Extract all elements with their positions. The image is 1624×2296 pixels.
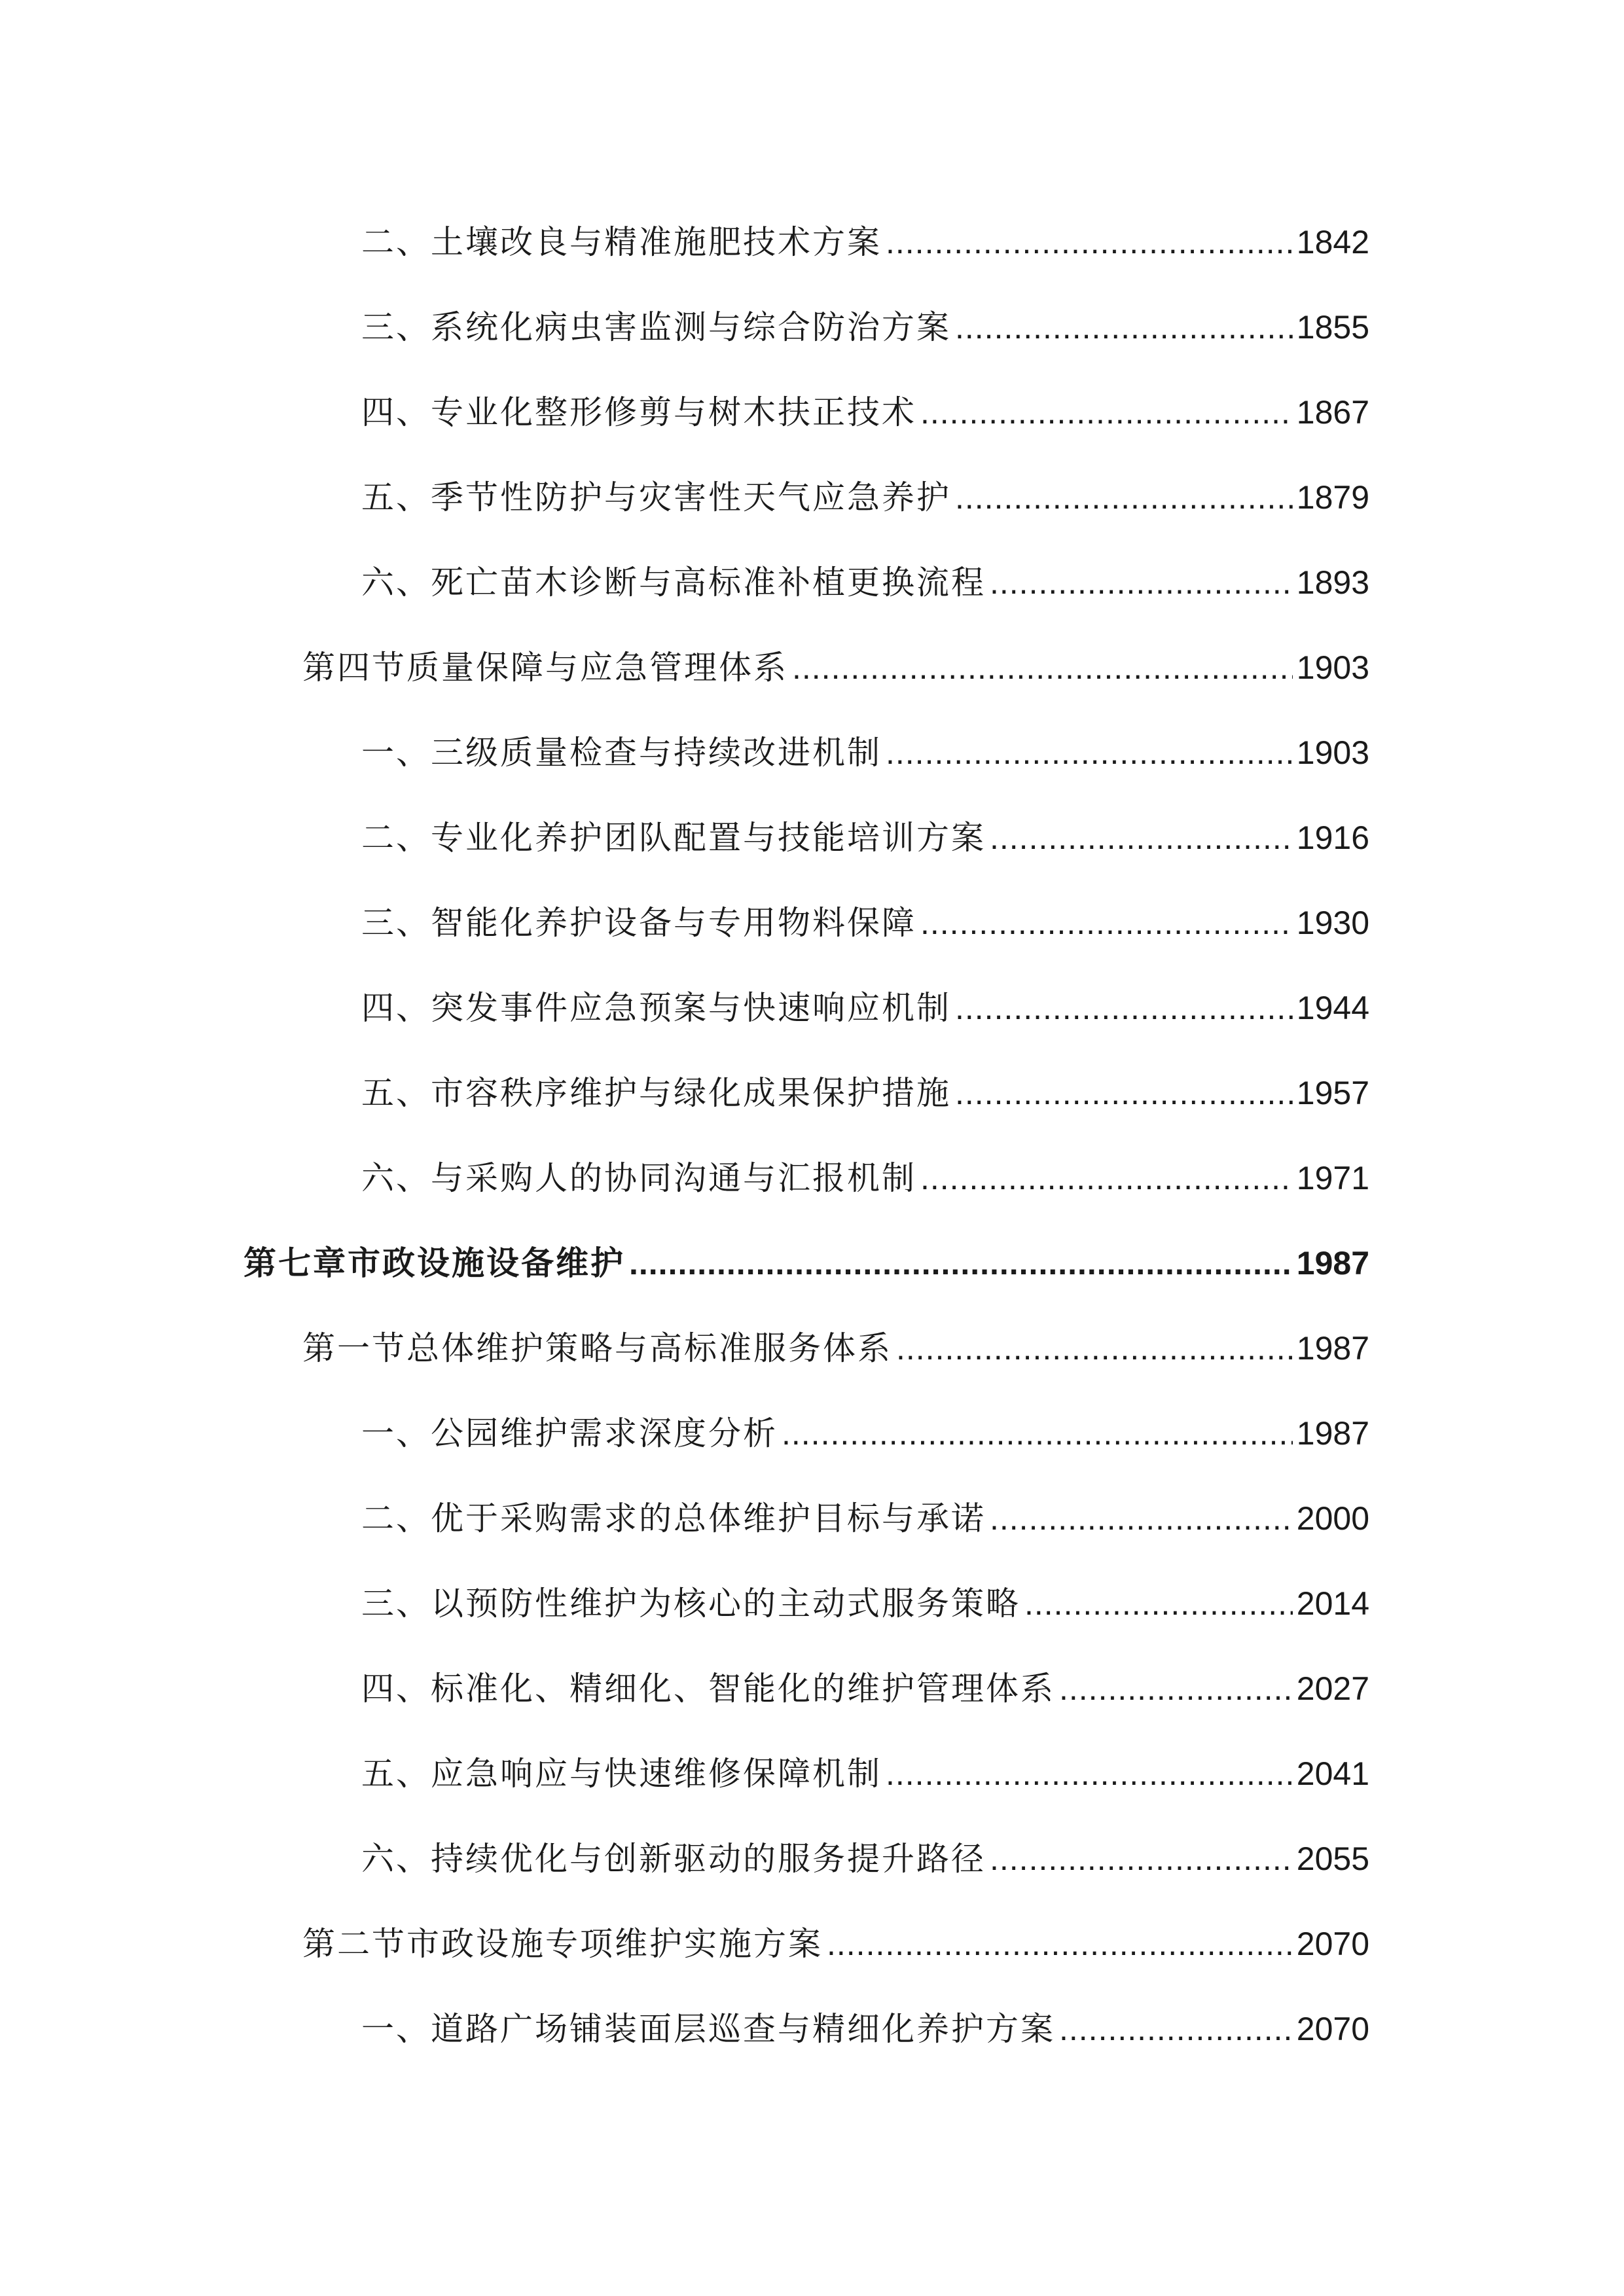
toc-entry-title: 二、优于采购需求的总体维护目标与承诺 <box>361 1499 986 1537</box>
toc-entry-page: 2041 <box>1296 1755 1369 1792</box>
toc-entry-title: 一、公园维护需求深度分析 <box>361 1414 778 1452</box>
dot-leader <box>827 1918 1293 1970</box>
toc-entry-title: 六、与采购人的协同沟通与汇报机制 <box>361 1159 916 1197</box>
toc-entry-page: 2070 <box>1296 1926 1369 1962</box>
toc-entry[interactable] <box>361 812 1369 864</box>
toc-entry-page: 2000 <box>1296 1500 1369 1537</box>
toc-entry-page: 1903 <box>1296 734 1369 771</box>
dot-leader <box>1059 1662 1293 1715</box>
toc-entry[interactable] <box>302 641 1369 694</box>
toc-entry-page: 1944 <box>1296 990 1369 1026</box>
toc-entry[interactable] <box>361 1662 1369 1715</box>
toc-entry[interactable] <box>302 1322 1369 1374</box>
toc-entry[interactable] <box>361 1152 1369 1204</box>
toc-entry-page: 1903 <box>1296 649 1369 686</box>
toc-entry[interactable] <box>361 1833 1369 1885</box>
toc-entry-title: 一、三级质量检查与持续改进机制 <box>361 734 882 772</box>
toc-entry-page: 1971 <box>1296 1160 1369 1196</box>
toc-entry-page: 1893 <box>1296 564 1369 601</box>
toc-entry-page: 1855 <box>1296 309 1369 346</box>
toc-entry-page: 1987 <box>1296 1415 1369 1452</box>
toc-entry[interactable] <box>361 301 1369 353</box>
toc-entry[interactable] <box>361 726 1369 779</box>
toc-entry-page: 1916 <box>1296 819 1369 856</box>
toc-entry-title: 二、专业化养护团队配置与技能培训方案 <box>361 819 986 857</box>
toc-entry[interactable] <box>361 897 1369 949</box>
dot-leader <box>792 641 1293 694</box>
toc-entry-page: 2055 <box>1296 1840 1369 1877</box>
toc-entry-title: 四、专业化整形修剪与树木扶正技术 <box>361 393 916 431</box>
toc-entry[interactable] <box>244 1237 1369 1289</box>
toc-entry[interactable] <box>361 556 1369 609</box>
dot-leader <box>955 1067 1293 1119</box>
dot-leader <box>920 897 1293 949</box>
toc-entry[interactable] <box>361 2003 1369 2055</box>
dot-leader <box>990 1833 1293 1885</box>
toc-entry-page: 1987 <box>1296 1245 1369 1282</box>
toc-entry-title: 五、季节性防护与灾害性天气应急养护 <box>361 478 951 516</box>
toc-entry-page: 1842 <box>1296 224 1369 260</box>
toc-entry-title: 三、系统化病虫害监测与综合防治方案 <box>361 308 951 346</box>
toc-entry-title: 第七章市政设施设备维护 <box>244 1244 625 1282</box>
toc-entry[interactable] <box>361 1067 1369 1119</box>
toc-entry-title: 第一节总体维护策略与高标准服务体系 <box>302 1329 892 1367</box>
dot-leader <box>990 812 1293 864</box>
toc-entry[interactable] <box>361 982 1369 1034</box>
dot-leader <box>886 726 1293 779</box>
toc-entry-title: 六、死亡苗木诊断与高标准补植更换流程 <box>361 564 986 601</box>
toc-entry[interactable] <box>361 1407 1369 1460</box>
toc-entry[interactable] <box>361 1748 1369 1800</box>
dot-leader <box>955 982 1293 1034</box>
toc-entry[interactable] <box>361 386 1369 439</box>
dot-leader <box>990 556 1293 609</box>
toc-entry-title: 第二节市政设施专项维护实施方案 <box>302 1925 823 1963</box>
dot-leader <box>920 1152 1293 1204</box>
dot-leader <box>955 301 1293 353</box>
dot-leader <box>886 216 1293 268</box>
toc-entry[interactable] <box>361 471 1369 524</box>
dot-leader <box>1059 2003 1293 2055</box>
dot-leader <box>1024 1577 1293 1630</box>
toc-entry-title: 六、持续优化与创新驱动的服务提升路径 <box>361 1840 986 1878</box>
toc-entry-title: 第四节质量保障与应急管理体系 <box>302 649 788 687</box>
toc-entry-page: 1867 <box>1296 394 1369 431</box>
dot-leader <box>896 1322 1293 1374</box>
toc-entry-page: 2070 <box>1296 2011 1369 2047</box>
toc-entry-title: 二、土壤改良与精准施肥技术方案 <box>361 223 882 261</box>
toc-entry-page: 2027 <box>1296 1670 1369 1707</box>
toc-entry[interactable] <box>361 216 1369 268</box>
toc-entry[interactable] <box>302 1918 1369 1970</box>
toc-entry-title: 三、以预防性维护为核心的主动式服务策略 <box>361 1585 1020 1623</box>
toc-entry-title: 一、道路广场铺装面层巡查与精细化养护方案 <box>361 2010 1055 2048</box>
dot-leader <box>955 471 1293 524</box>
toc-entry-page: 1987 <box>1296 1330 1369 1367</box>
toc-entry-page: 1879 <box>1296 479 1369 516</box>
toc-entry-title: 五、市容秩序维护与绿化成果保护措施 <box>361 1074 951 1112</box>
toc-entry-title: 四、突发事件应急预案与快速响应机制 <box>361 989 951 1027</box>
dot-leader <box>920 386 1293 439</box>
toc-entry-page: 1957 <box>1296 1075 1369 1111</box>
toc-entry-title: 五、应急响应与快速维修保障机制 <box>361 1755 882 1793</box>
toc-entry-page: 2014 <box>1296 1585 1369 1622</box>
toc-entry-title: 四、标准化、精细化、智能化的维护管理体系 <box>361 1670 1055 1708</box>
dot-leader <box>886 1748 1293 1800</box>
toc-entry-page: 1930 <box>1296 905 1369 941</box>
dot-leader <box>782 1407 1293 1460</box>
dot-leader <box>629 1237 1293 1289</box>
toc-entry[interactable] <box>361 1577 1369 1630</box>
dot-leader <box>990 1492 1293 1545</box>
toc-entry-title: 三、智能化养护设备与专用物料保障 <box>361 904 916 942</box>
toc-entry[interactable] <box>361 1492 1369 1545</box>
